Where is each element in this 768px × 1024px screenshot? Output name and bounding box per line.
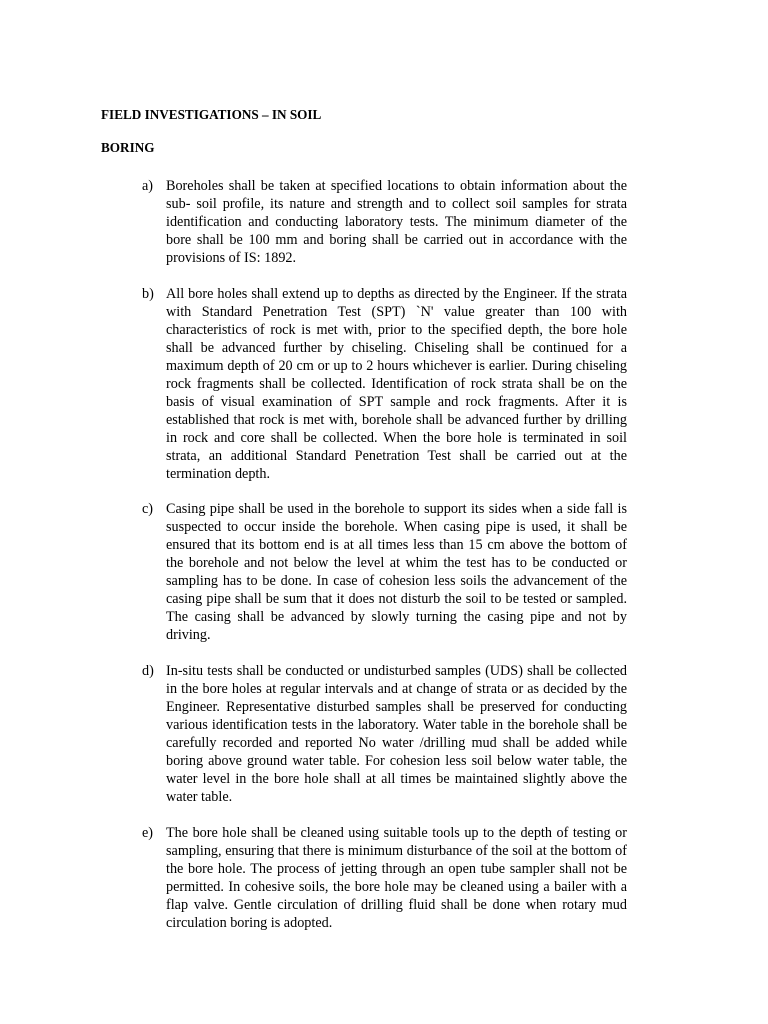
list-item-text: In-situ tests shall be conducted or undisturbed samples (UDS) shall be collected in the bore holes at regular intervals and at change of strata or as decided by the Engineer. Representative disturbed samples shall be preserved for conducting various identification tests in the laboratory. Water table in the borehole shall be carefully recorded and reported No water /drilling mud shall be added while boring above ground water table. For cohesion less soil below water table, the water level in the bore hole shall at all times be maintained slightly above the water table. [166, 663, 627, 805]
list-item [142, 500, 627, 644]
list-item [142, 285, 627, 483]
list-item-marker: a) [142, 178, 154, 194]
list-item [142, 177, 627, 267]
section-heading: BORING [101, 140, 155, 155]
list-item [142, 824, 627, 932]
list-item-marker: b) [142, 286, 154, 302]
list-item-text: All bore holes shall extend up to depths as directed by the Engineer. If the strata with Standard Penetration Test (SPT) `N' value greater than 100 with characteristics of rock is met with, prior to the specified depth, the bore hole shall be advanced further by chiseling. Chiseling shall be continued for a maximum depth of 20 cm or up to 2 hours whichever is earlier. During chiseling rock fragments shall be collected. Identification of rock strata shall be on the basis of visual examination of SPT sample and rock fragments. After it is established that rock is met with, borehole shall be advanced further by drilling in rock and core shall be collected. When the bore hole is terminated in soil strata, an additional Standard Penetration Test shall be carried out at the termination depth. [166, 286, 627, 482]
list-item-text: Boreholes shall be taken at specified locations to obtain information about the sub- soil profile, its nature and strength and to collect soil samples for strata identification and conducting laboratory tests. The minimum diameter of the bore shall be 100 mm and boring shall be carried out in accordance with the provisions of IS: 1892. [166, 178, 627, 266]
document-title: FIELD INVESTIGATIONS – IN SOIL [101, 107, 322, 122]
list-item-marker: e) [142, 825, 154, 841]
list-item-text: The bore hole shall be cleaned using suitable tools up to the depth of testing or sampling, ensuring that there is minimum disturbance of the soil at the bottom of the bore hole. The process of jetting through an open tube sampler shall not be permitted. In cohesive soils, the bore hole may be cleaned using a bailer with a flap valve. Gentle circulation of drilling fluid shall be done when rotary mud circulation boring is adopted. [166, 825, 627, 931]
list-item-marker: d) [142, 663, 154, 679]
list-item-text: Casing pipe shall be used in the borehole to support its sides when a side fall is suspected to occur inside the borehole. When casing pipe is used, it shall be ensured that its bottom end is at all times less than 15 cm above the bottom of the borehole and not below the level at whim the test has to be conducted or sampling has to be done. In case of cohesion less soils the advancement of the casing pipe shall be sum that it does not disturb the soil to be tested or sampled. The casing shall be advanced by slowly turning the casing pipe and not by driving. [166, 501, 627, 643]
list-item-marker: c) [142, 501, 154, 517]
list-item [142, 662, 627, 806]
